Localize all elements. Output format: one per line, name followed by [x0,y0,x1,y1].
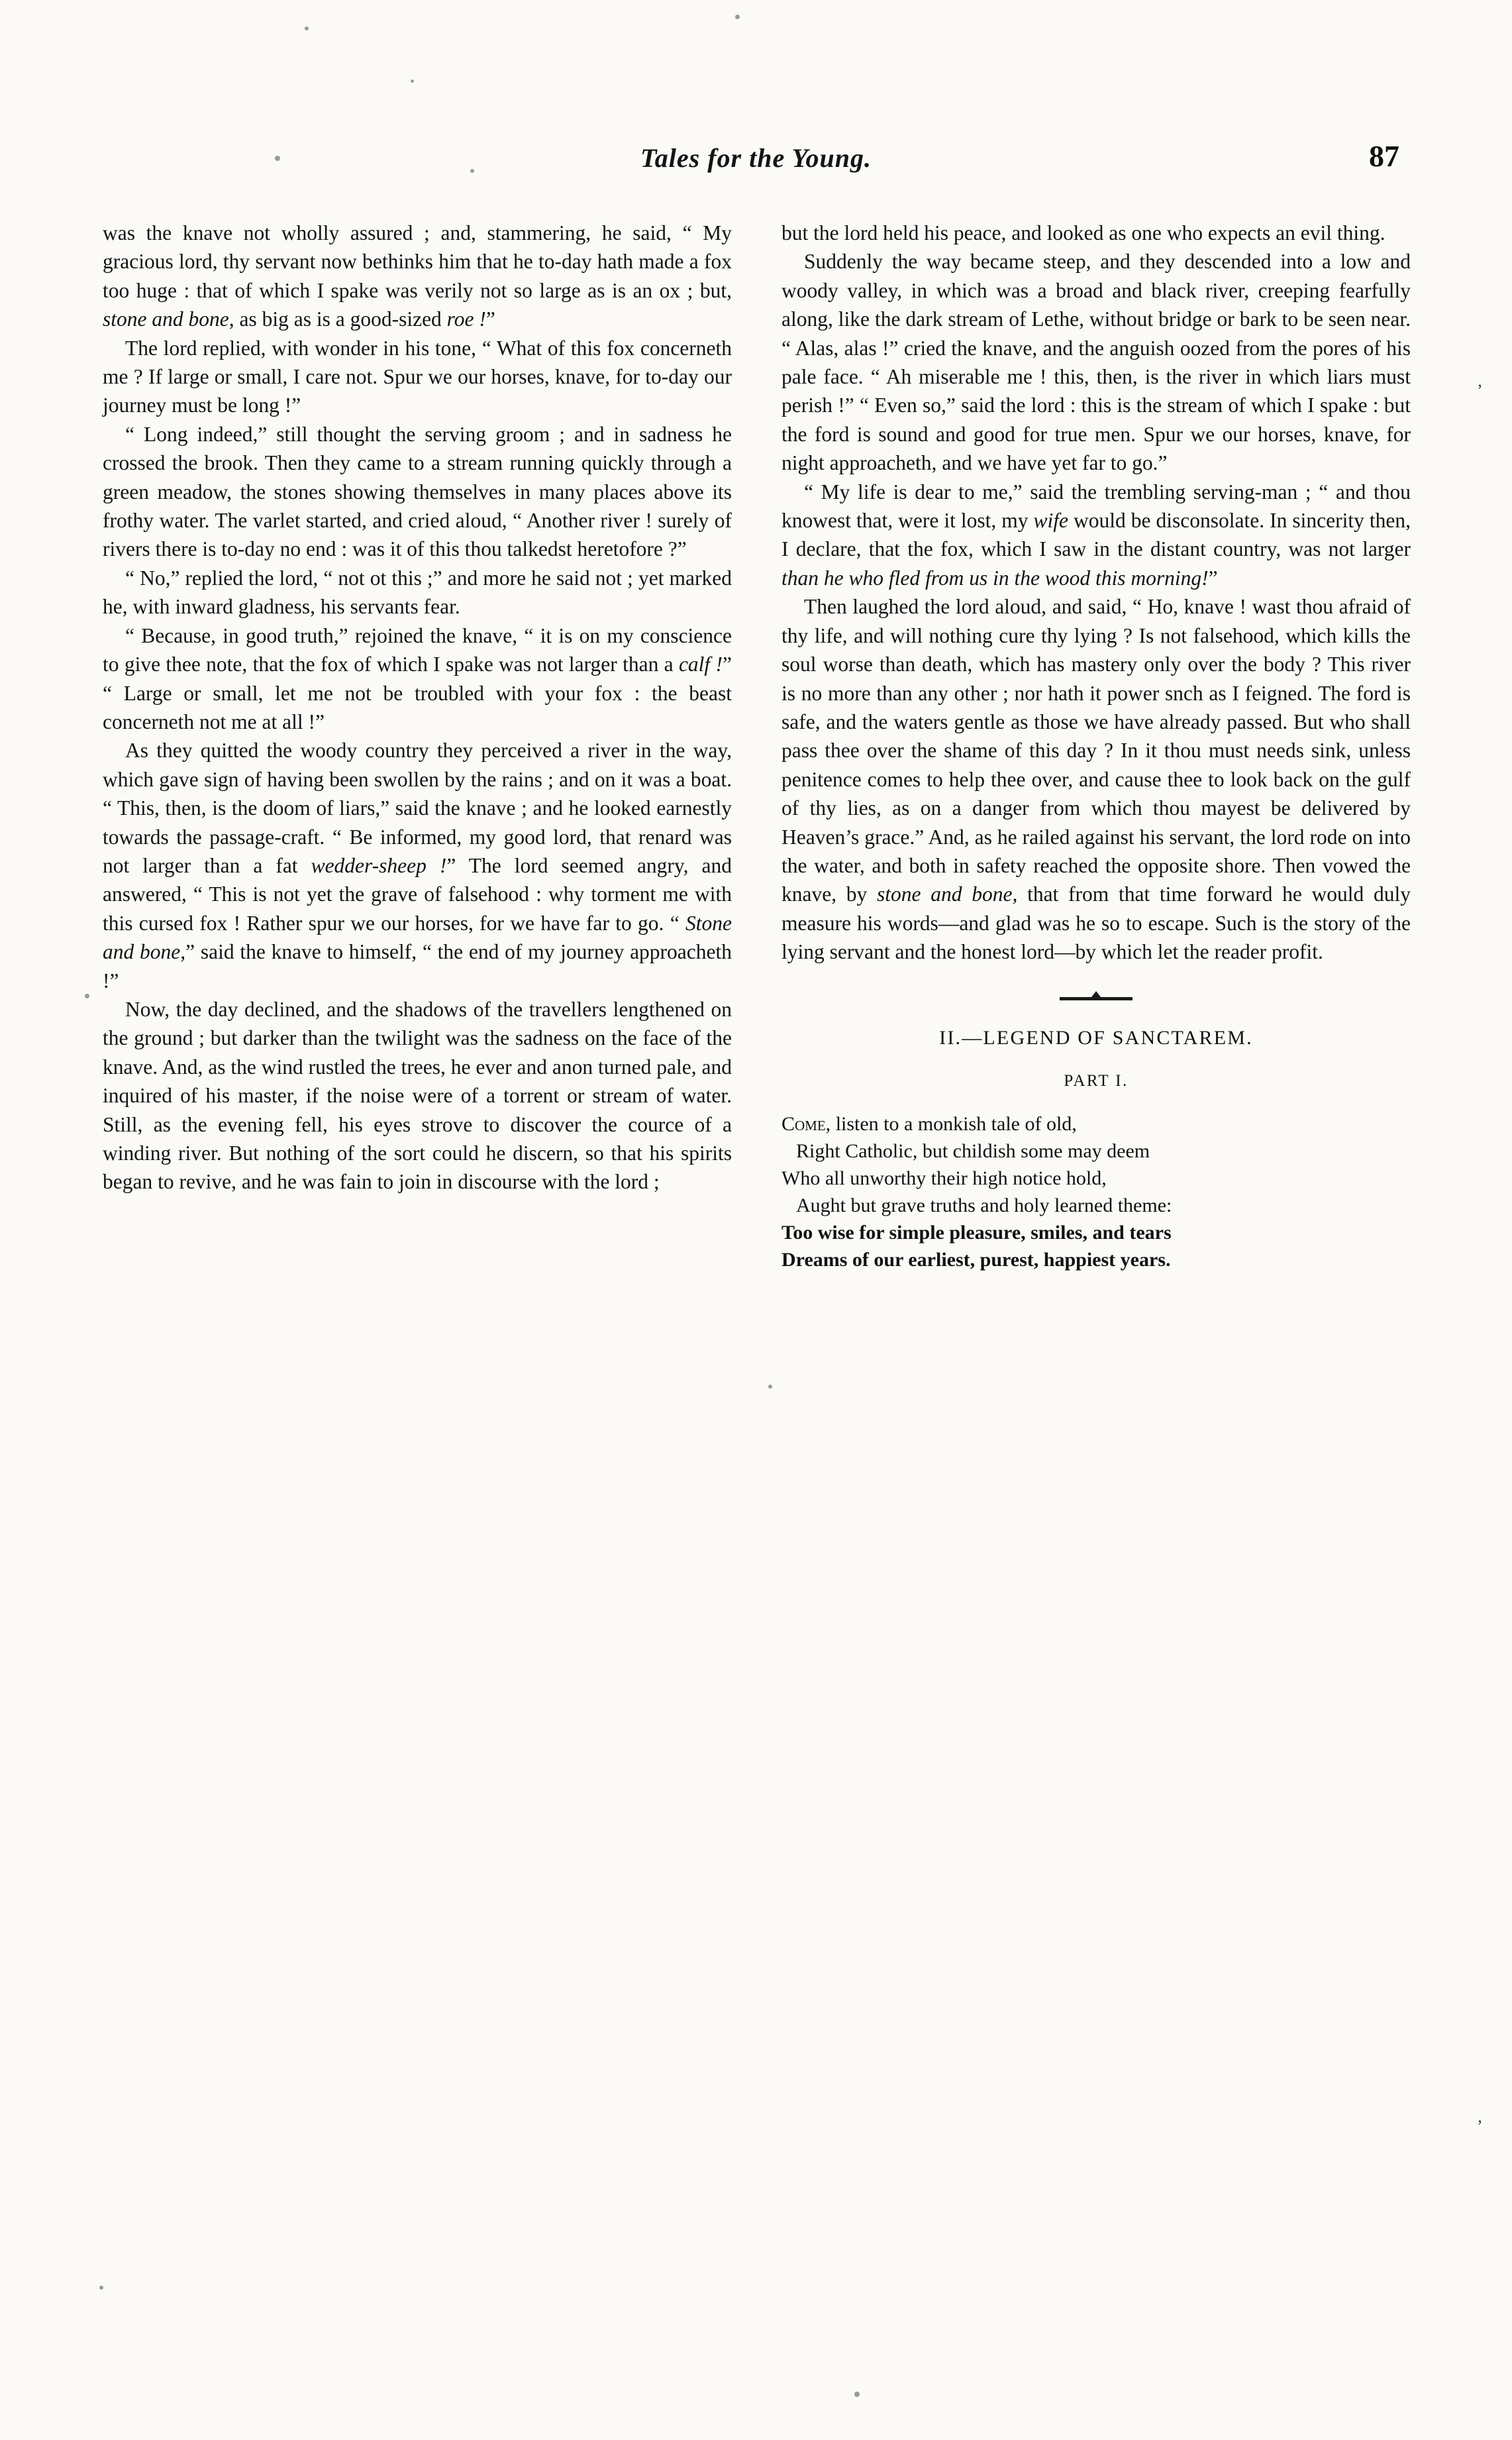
left-column [103,219,732,1196]
body-paragraph: Suddenly the way became steep, and they descended into a low and woody valley, in which was a broad and black river, creeping fearfully along, like the dark stream of Lethe, without bridge or bark to be seen near. “ Alas, alas !” cried the knave, and the anguish oozed from the pores of his pale face. “ Ah miserable me ! this, then, is the river in which liars must perish !” “ Even so,” said the lord : this is the stream of which I spake : but the ford is sound and good for true men. Spur we our horses, knave, for night approacheth, and we have yet far to go.” [781,250,1411,475]
verse-line: Too wise for simple pleasure, smiles, and tears [781,1221,1172,1244]
section-title: II.—LEGEND OF SANCTAREM. [939,1026,1253,1049]
section-divider-ornament [1060,997,1133,1000]
scan-speck [85,994,89,998]
page-number: 87 [1369,139,1399,173]
two-column-body [103,219,1411,1273]
body-paragraph: “ No,” replied the lord, “ not ot this ;” and more he said not ; yet marked he, with inward gladness, his servants fear. [103,566,732,619]
body-paragraph: but the lord held his peace, and looked as one who expects an evil thing. [781,221,1386,244]
body-paragraph: The lord replied, with wonder in his tone, “ What of this fox concerneth me ? If large or small, I care not. Spur we our horses, knave, for to-day our journey must be long !” [103,336,732,417]
page-header [99,139,1413,189]
body-paragraph: “ Long indeed,” still thought the serving groom ; and in sadness he crossed the brook. Then they came to a stream running quickly through a green meadow, the stones showing themselves in many places above its frothy water. The varlet started, and cried aloud, “ Another river ! surely of rivers there is to-day no end : was it of this thou talkedst heretofore ?” [103,422,732,561]
verse-line: Who all unworthy their high notice hold, [781,1167,1107,1189]
scan-speck [768,1385,772,1389]
body-paragraph: Now, the day declined, and the shadows of the travellers lengthened on the ground ; but darker than the twilight was the sadness on the face of the knave. And, as the wind rustled the trees, he ever and anon turned pale, and inquired of his master, if the noise were of a torrent or stream of water. Still, as the evening fell, his eyes strove to discover the cource of a winding river. But nothing of the sort could he discern, so that his spirits began to revive, and he was fain to join in discourse with the lord ; [103,997,732,1194]
body-paragraph: Then laughed the lord aloud, and said, “ Ho, knave ! wast thou afraid of thy life, and will nothing cure thy lying ? Is not falsehood, which kills the soul worse than death, which has mastery only over the body ? This river is no more than any other ; nor hath it power snch as I feigned. The ford is safe, and the waters gentle as those we have already passed. But who shall pass thee over the shame of this day ? In it thou must needs sink, unless penitence comes to help thee over, and cause thee to look back on the gulf of thy lies, as on a danger from which thou mayest be delivered by Heaven’s grace.” And, as he railed against his servant, the lord rode on into the water, and both in safety reached the opposite shore. Then vowed the knave, by stone and bone, that from that time forward he would duly measure his words—and glad was he so to escape. Such is the story of the lying servant and the honest lord—by which let the reader profit. [781,595,1411,964]
body-paragraph: “ Because, in good truth,” rejoined the knave, “ it is on my conscience to give thee note, that the fox of which I spake was not larger than a calf !” “ Large or small, let me not be troubled with your fox : the beast concerneth not me at all !” [103,623,732,733]
scan-speck [854,2392,860,2397]
verse-line: Right Catholic, but childish some may deem [796,1140,1150,1162]
verse-line: Dreams of our earliest, purest, happiest years. [781,1248,1171,1271]
edge-tick-mark: ’ [1477,2117,1483,2136]
body-paragraph: was the knave not wholly assured ; and, stammering, he said, “ My gracious lord, thy servant now bethinks him that he to-day hath made a fox too huge : that of which I spake was verily not so large as is an ox ; but, stone and bone, as big as is a good-sized roe !” [103,221,732,331]
right-column [781,219,1411,1273]
part-title: PART I. [1064,1071,1129,1090]
scan-speck [305,27,309,30]
running-title: Tales for the Young. [640,143,872,173]
verse-line: Come, listen to a monkish tale of old, [781,1112,1077,1135]
scan-speck [99,2286,103,2290]
verse-line: Aught but grave truths and holy learned theme: [796,1194,1172,1216]
verse-block [781,1110,1411,1273]
body-paragraph: As they quitted the woody country they perceived a river in the way, which gave sign of having been swollen by the rains ; and on it was a boat. “ This, then, is the doom of liars,” said the knave ; and he looked earnestly towards the passage-craft. “ Be informed, my good lord, that renard was not larger than a fat wedder-sheep !” The lord seemed angry, and answered, “ This is not yet the grave of falsehood : why torment me with this cursed fox ! Rather spur we our horses, for we have far to go. “ Stone and bone,” said the knave to himself, “ the end of my journey approacheth !” [103,739,732,992]
scan-speck [411,80,414,83]
scan-speck [735,15,740,19]
body-paragraph: “ My life is dear to me,” said the trembling serving-man ; “ and thou knowest that, were it lost, my wife would be disconsolate. In sincerity then, I declare, that the fox, which I saw in the distant country, was not larger than he who fled from us in the wood this morning!” [781,480,1411,590]
edge-tick-mark: ’ [1477,381,1483,400]
